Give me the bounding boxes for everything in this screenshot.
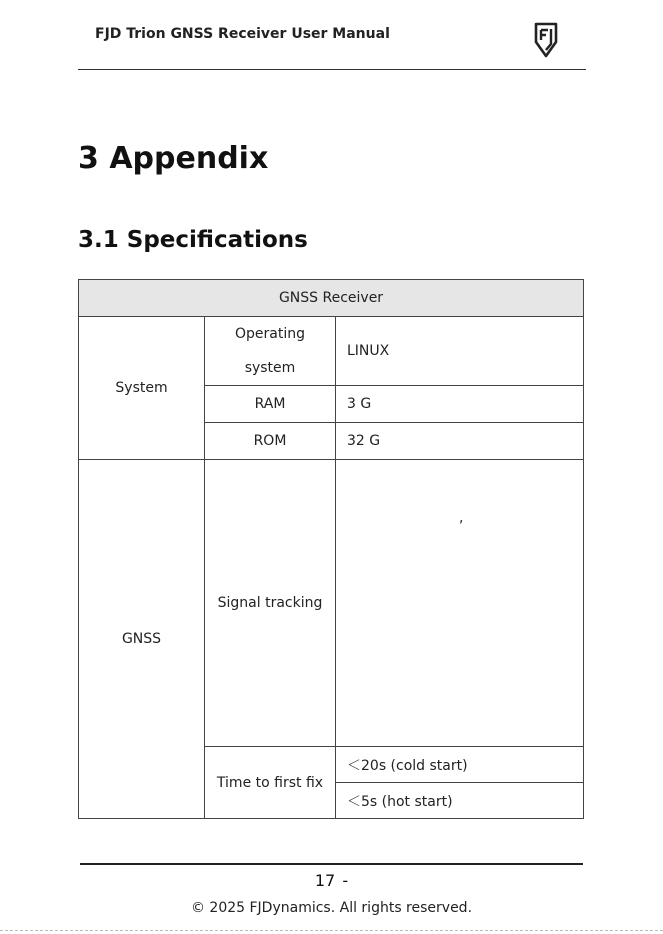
footer-rule [80,863,583,865]
spec-name-rom: ROM [205,423,336,460]
page-number-value: 17 [314,871,336,890]
chapter-title: 3 Appendix [78,141,269,176]
specifications-table [78,279,584,819]
signal-tracking-text: , [459,510,464,526]
spec-value-signal-tracking [336,460,584,747]
section-title: 3.1 Specifications [78,227,308,253]
spec-name-signal-tracking: Signal tracking [205,460,336,747]
spec-value-hot-start: ＜5s (hot start) [336,783,584,819]
page-edge-divider [0,930,663,931]
table-row [79,460,584,747]
spec-value-operating-system: LINUX [336,317,584,386]
table-row [79,317,584,386]
header-rule [78,69,586,70]
page-number [0,871,663,890]
page-number-suffix: - [342,871,349,890]
fjd-logo-icon [533,20,559,60]
header-title: FJD Trion GNSS Receiver User Manual [95,26,390,42]
table-header-gnss-receiver: GNSS Receiver [79,280,584,317]
copyright-notice: © 2025 FJDynamics. All rights reserved. [190,900,473,916]
spec-name-time-to-first-fix: Time to first fix [205,747,336,819]
spec-name-ram: RAM [205,386,336,423]
spec-name-line: Operating [235,326,305,342]
category-gnss: GNSS [79,460,205,819]
spec-name-line: system [244,360,296,376]
spec-value-ram: 3 G [336,386,584,423]
spec-value-cold-start: ＜20s (cold start) [336,747,584,783]
table-header-row [79,280,584,317]
spec-name-operating-system [205,317,336,386]
category-system: System [79,317,205,460]
spec-value-rom: 32 G [336,423,584,460]
